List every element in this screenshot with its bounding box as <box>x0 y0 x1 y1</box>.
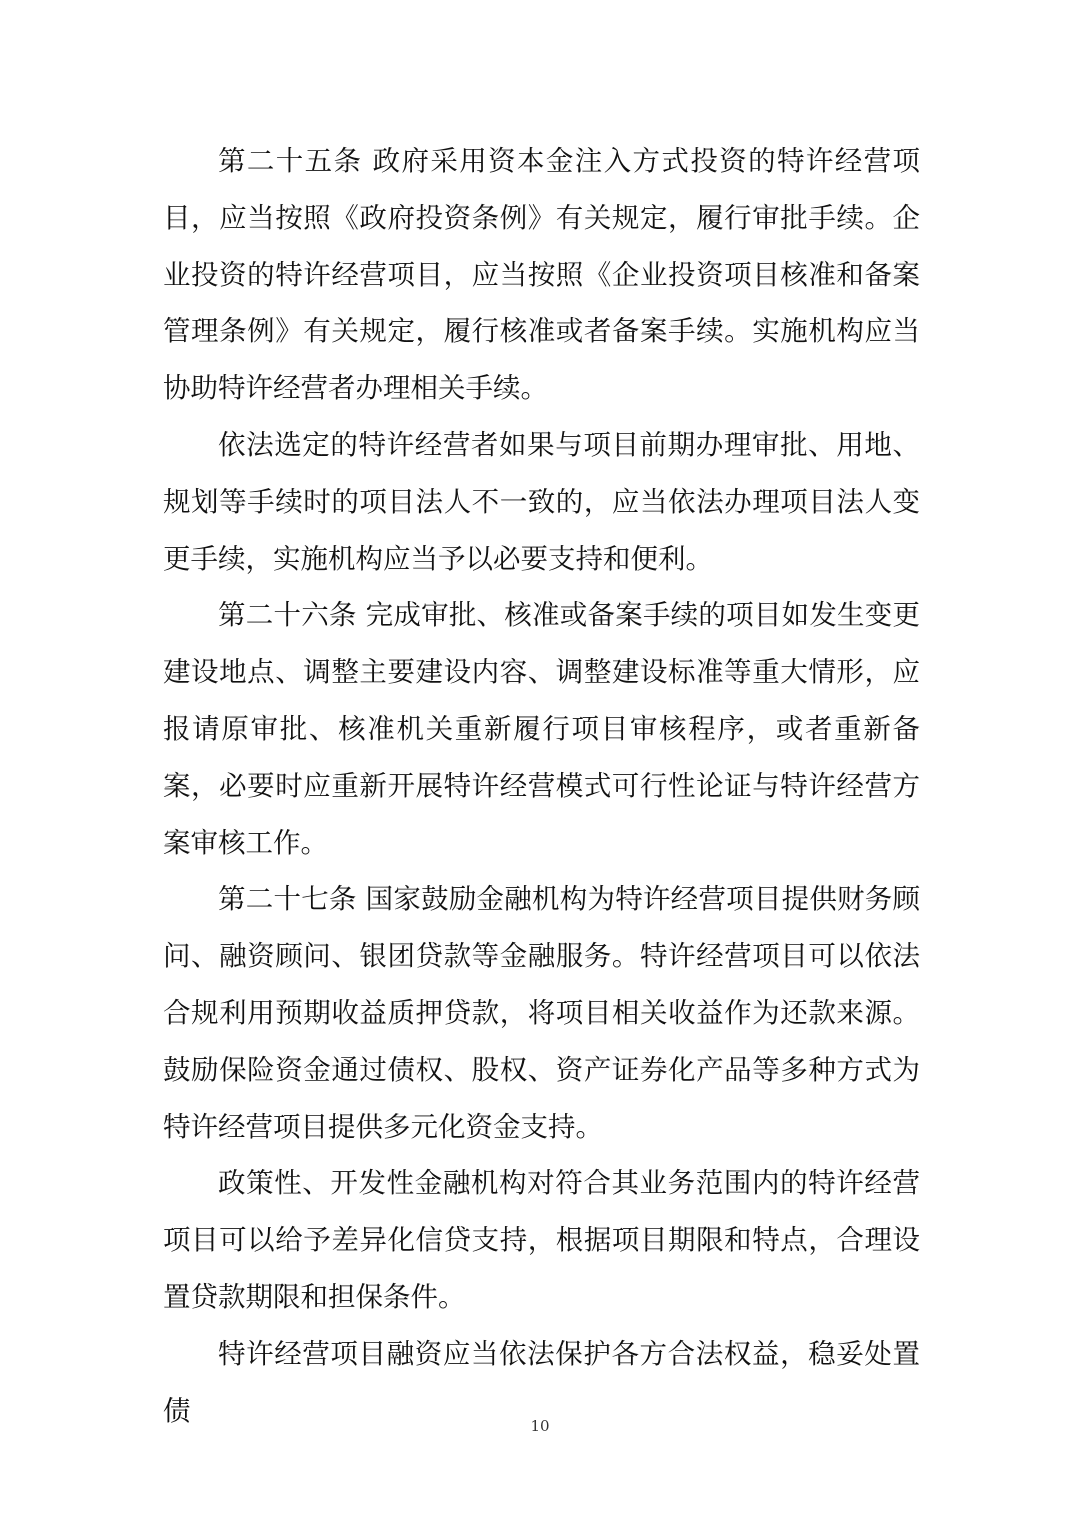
article-25-text: 政府采用资本金注入方式投资的特许经营项目，应当按照《政府投资条例》有关规定，履行审批手续。企业投资的特许经营项目，应当按照《企业投资项目核准和备案管理条例》有关规定，履行核准或者备案手续。实施机构应当协助特许经营者办理相关手续。 <box>163 145 921 405</box>
article-27-paragraph <box>163 871 920 1155</box>
page-number: 10 <box>530 1417 550 1435</box>
article-27-text: 国家鼓励金融机构为特许经营项目提供财务顾问、融资顾问、银团贷款等金融服务。特许经营项目可以依法合规利用预期收益质押贷款，将项目相关收益作为还款来源。鼓励保险资金通过债权、股权、资产证券化产品等多种方式为特许经营项目提供多元化资金支持。 <box>163 883 921 1143</box>
article-26-heading: 第二十六条 <box>218 599 357 632</box>
article-26-paragraph <box>163 587 920 871</box>
document-body <box>163 133 920 1439</box>
article-27-heading: 第二十七条 <box>218 883 357 916</box>
article-25-paragraph-2 <box>163 417 920 587</box>
article-25-heading: 第二十五条 <box>218 145 363 177</box>
article-27-text-2: 政策性、开发性金融机构对符合其业务范围内的特许经营项目可以给予差异化信贷支持，根据项目期限和特点，合理设置贷款期限和担保条件。 <box>163 1167 920 1313</box>
article-25-text-2: 依法选定的特许经营者如果与项目前期办理审批、用地、规划等手续时的项目法人不一致的，应当依法办理项目法人变更手续，实施机构应当予以必要支持和便利。 <box>163 428 920 575</box>
article-25-paragraph <box>163 133 920 417</box>
article-27-text-3: 特许经营项目融资应当依法保护各方合法权益，稳妥处置债 <box>163 1337 920 1427</box>
article-27-paragraph-2 <box>163 1155 920 1325</box>
article-26-text: 完成审批、核准或备案手续的项目如发生变更建设地点、调整主要建设内容、调整建设标准等重大情形，应报请原审批、核准机关重新履行项目审核程序，或者重新备案，必要时应重新开展特许经营模式可行性论证与特许经营方案审核工作。 <box>163 599 921 859</box>
